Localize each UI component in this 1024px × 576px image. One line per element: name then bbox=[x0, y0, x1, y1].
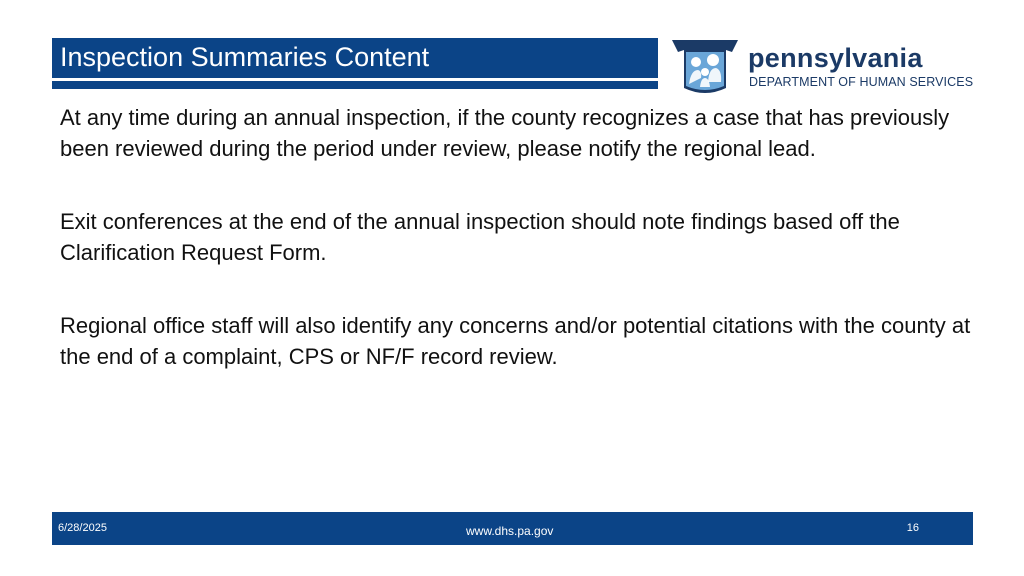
page-number: 16 bbox=[906, 522, 919, 534]
pa-dhs-logo bbox=[668, 38, 1004, 98]
title-underline bbox=[52, 81, 658, 89]
keystone-family-icon bbox=[668, 38, 742, 96]
body-paragraph: Regional office staff will also identify any concerns and/or potential citations with the county at the end of a complaint, CPS or NF/F record review. bbox=[60, 313, 971, 369]
logo-state-name: pennsylvania bbox=[748, 43, 923, 73]
body-paragraph: Exit conferences at the end of the annual inspection should note findings based off the Clarification Request Form. bbox=[60, 209, 900, 265]
footer-date: 6/28/2025 bbox=[58, 522, 107, 534]
body-paragraph: At any time during an annual inspection, if the county recognizes a case that has previously been reviewed during the period under review, please notify the regional lead. bbox=[60, 105, 950, 161]
title-bar bbox=[52, 38, 658, 78]
slide-body bbox=[60, 102, 980, 414]
slide-title: Inspection Summaries Content bbox=[60, 42, 430, 72]
logo-department-name: DEPARTMENT OF HUMAN SERVICES bbox=[749, 75, 974, 89]
footer-url: www.dhs.pa.gov bbox=[466, 524, 554, 538]
footer-bar bbox=[52, 512, 973, 545]
